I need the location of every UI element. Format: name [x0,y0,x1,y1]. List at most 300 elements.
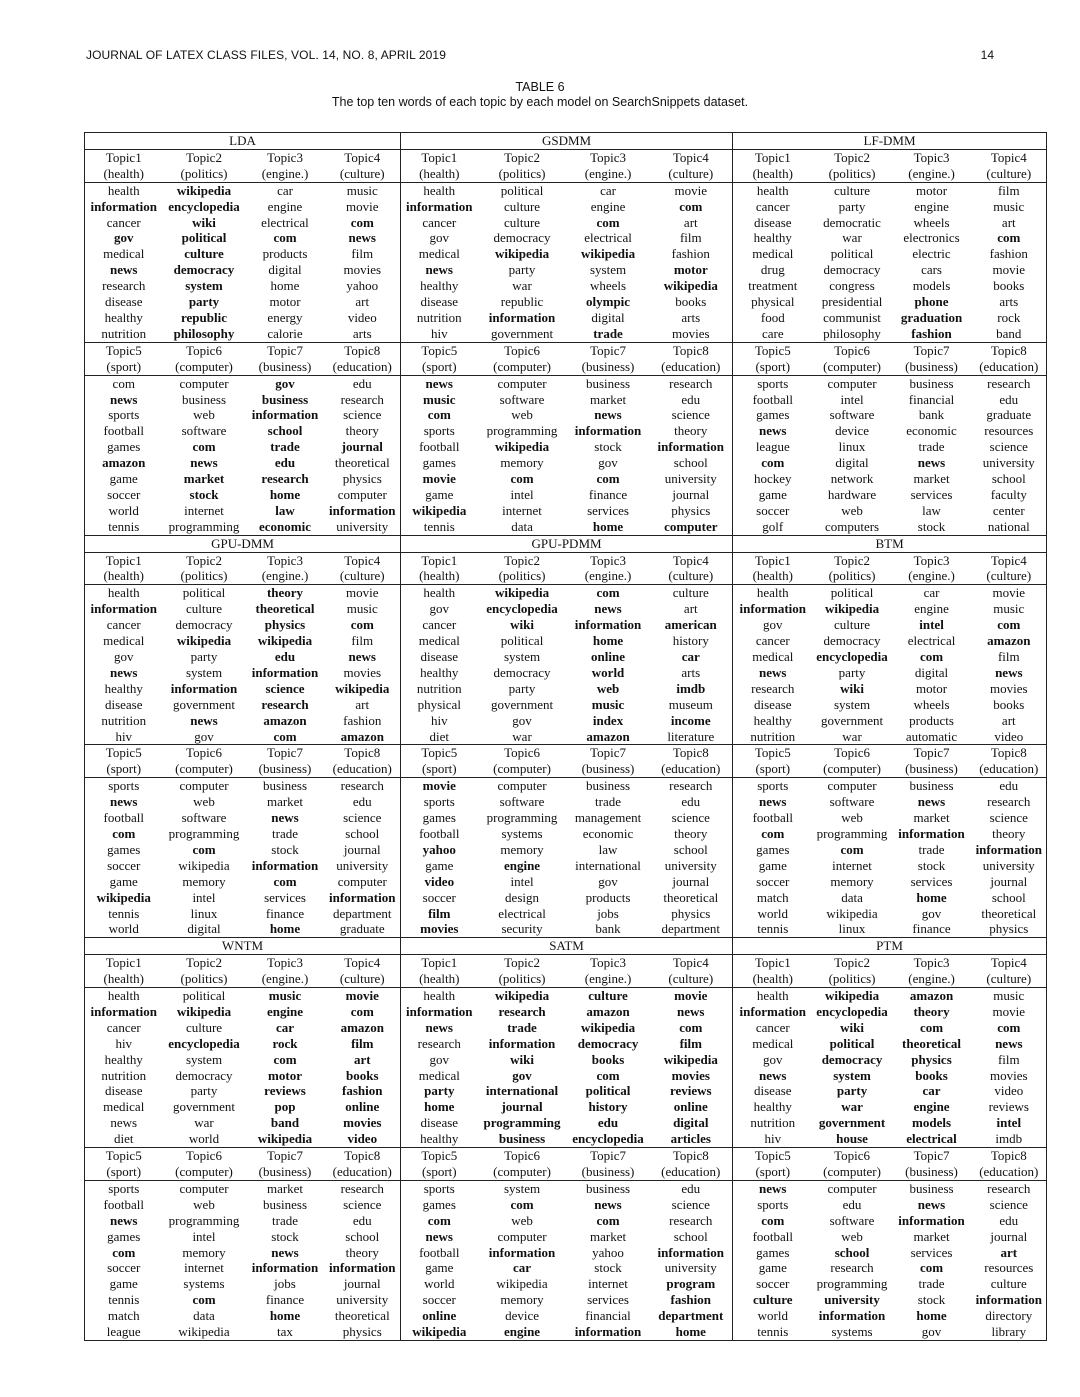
topic-word: disease [733,1083,813,1099]
topic-header: Topic3 [892,552,972,568]
topic-word: services [910,486,953,502]
topic-word: healthy [401,665,478,681]
topic-word: research [261,471,309,487]
topic-word: edu [972,778,1047,794]
topic-word: information [329,889,396,905]
topic-word: research [85,278,163,294]
topic-word: business [909,778,954,794]
topic-word: game [401,487,478,503]
topic-header: (health) [85,166,163,182]
topic-word: intel [840,391,864,407]
word-row [85,810,1047,826]
word-row [85,1083,1047,1099]
topic-word: law [275,502,295,518]
topic-word: movies [972,681,1047,697]
topic-word: republic [500,294,544,310]
model-name: PTM [733,938,1047,955]
topic-word: gov [512,1067,532,1083]
topic-word: system [185,1051,223,1067]
topic-word: intel [510,486,534,502]
topic-word: wikipedia [663,1051,718,1067]
topic-word: news [733,423,813,439]
topic-word: programming [816,1276,888,1292]
topic-word: electrical [907,633,956,649]
topic-header: (sport) [401,1164,478,1180]
topic-word: stock [917,857,946,873]
word-row [85,1276,1047,1292]
topic-word: yahoo [592,1244,624,1260]
model-name: SATM [401,938,733,955]
word-row [85,633,1047,649]
topic-header: (engine.) [567,166,650,182]
topic-word: nutrition [85,713,163,729]
topic-word: law [598,841,618,857]
topic-word: energy [267,309,303,325]
topic-word: calorie [267,325,303,341]
topic-header: Topic6 [813,1148,892,1164]
topic-word: art [683,601,698,617]
topic-word: presidential [821,294,883,310]
topic-word: video [347,1131,378,1147]
topic-word: art [355,696,370,712]
topic-word: sports [401,1180,478,1196]
topic-word: com [840,841,864,857]
topic-word: football [85,810,163,826]
topic-word: information [972,1292,1047,1308]
topic-word: nutrition [85,1068,163,1084]
topic-word: information [251,857,319,873]
topic-word: amazon [263,712,307,728]
topic-header: Topic6 [163,1148,246,1164]
topic-word: world [85,503,163,519]
topic-word: automatic [905,728,958,744]
word-row [85,519,1047,535]
topic-header: Topic8 [650,342,733,358]
topic-word: fashion [343,712,382,728]
topic-header-row [85,1164,1047,1180]
topic-header: Topic5 [733,1148,813,1164]
topic-word: political [182,585,226,601]
topic-word: edu [681,1180,701,1196]
topic-header: (engine.) [246,971,325,987]
topic-header: Topic5 [401,1148,478,1164]
topic-header-row [85,745,1047,761]
topic-word: health [733,182,813,198]
topic-word: financial [908,391,955,407]
topic-word: government [490,696,554,712]
topic-word: information [329,502,396,518]
topic-word: economic [582,825,634,841]
topic-word: information [818,1308,886,1324]
topic-header: (politics) [163,166,246,182]
model-name: LDA [85,133,401,150]
topic-word: history [672,633,709,649]
topic-word: movies [972,1068,1047,1084]
topic-word: soccer [85,858,163,874]
topic-word: rock [272,1035,298,1051]
topic-word: imdb [676,680,706,696]
topic-word: business [498,1131,546,1147]
word-row [85,1245,1047,1261]
topic-word: linux [190,905,218,921]
topic-word: games [401,810,478,826]
topic-header: Topic5 [401,745,478,761]
topic-word: com [85,1245,163,1261]
topic-word: journal [341,439,383,455]
topic-word: healthy [85,310,163,326]
topic-word: football [85,1197,163,1213]
topic-word: university [972,455,1047,471]
topic-word: wikipedia [401,1324,478,1340]
topic-word: news [733,1068,813,1084]
topic-word: programming [486,423,558,439]
topic-word: research [972,794,1047,810]
topic-word: com [919,1260,944,1276]
topic-word: research [401,1036,478,1052]
topic-word: health [85,988,163,1004]
topic-word: soccer [85,487,163,503]
topic-word: engine [914,601,949,617]
topic-word: internet [184,1260,224,1276]
topic-word: football [401,826,478,842]
topic-word: memory [500,455,544,471]
topic-header: (computer) [478,761,567,777]
topic-word: news [401,262,478,278]
topic-header: (culture) [972,568,1047,584]
topic-word: information [488,1244,556,1260]
topic-word: com [85,375,163,391]
topic-word: history [588,1099,628,1115]
topic-word: imdb [972,1131,1047,1147]
topic-word: gov [892,1324,972,1340]
topic-word: business [181,391,227,407]
topic-word: games [85,1229,163,1245]
topic-word: engine [503,857,541,873]
topic-word: soccer [401,1292,478,1308]
topic-word: systems [813,1324,892,1340]
topic-header: (engine.) [892,971,972,987]
topic-word: cancer [401,215,478,231]
topic-word: football [401,1245,478,1261]
topic-header: Topic7 [246,745,325,761]
topic-word: game [85,1276,163,1292]
topic-header: Topic2 [478,149,567,165]
topic-header: Topic2 [478,552,567,568]
topic-word: data [511,518,533,534]
topic-word: news [85,665,163,681]
topic-word: memory [182,1244,226,1260]
topic-word: com [401,407,478,423]
topic-header: Topic2 [813,955,892,971]
topic-header: (health) [733,166,813,182]
topic-word: health [401,585,478,601]
topic-word: world [591,664,625,680]
topic-word: healthy [401,1131,478,1147]
topic-word: management [574,810,642,826]
topic-word: film [972,182,1047,198]
topic-word: information [251,407,319,423]
topic-word: market [183,471,225,487]
topic-word: memory [500,1292,544,1308]
topic-word: nutrition [401,681,478,697]
topic-word: theoretical [334,455,390,471]
topic-word: art [683,214,698,230]
topic-word: disease [733,215,813,231]
topic-word: reviews [972,1099,1047,1115]
topic-word: fashion [670,1292,712,1308]
word-row [85,262,1047,278]
word-row [85,729,1047,745]
topic-word: government [172,1099,236,1115]
topic-header: (culture) [325,166,401,182]
topic-header: Topic8 [972,745,1047,761]
topic-word: science [265,680,305,696]
topic-word: library [972,1324,1047,1340]
topic-word: fashion [972,246,1047,262]
topic-word: football [733,1229,813,1245]
topic-word: culture [503,198,541,214]
topic-word: theory [674,825,708,841]
topic-word: democracy [493,664,551,680]
topic-word: party [188,294,220,310]
topic-word: information [329,1260,396,1276]
topic-header: (sport) [401,761,478,777]
topic-word: game [733,1260,813,1276]
topic-word: motor [269,294,301,310]
topic-word: car [681,649,700,664]
topic-word: wikipedia [163,1324,246,1340]
topic-word: digital [187,921,221,937]
topic-word: world [401,1276,478,1292]
topic-word: university [336,1292,389,1308]
topic-word: phone [914,294,949,310]
topic-word: democracy [823,633,881,649]
topic-header: Topic8 [972,342,1047,358]
topic-word: school [834,1244,870,1260]
topic-word: sports [733,375,813,391]
topic-word: economic [906,423,957,439]
topic-word: trade [593,325,623,341]
topic-header: Topic8 [325,1148,401,1164]
topic-word: culture [184,246,224,262]
topic-word: car [923,585,940,601]
topic-word: news [401,1229,478,1245]
word-row [85,246,1047,262]
topic-word: philosophy [823,325,881,341]
topic-word: encyclopedia [168,1035,240,1051]
topic-header: Topic4 [650,955,733,971]
topic-header: Topic7 [567,745,650,761]
topic-word: physical [733,294,813,310]
topic-word: sports [401,794,478,810]
word-row [85,503,1047,519]
topic-header: (health) [401,166,478,182]
topic-word: internet [184,502,224,518]
topic-word: movie [972,585,1047,601]
topic-word: philosophy [173,325,235,341]
topic-word: edu [681,391,701,407]
topic-word: services [910,873,953,889]
word-row [85,681,1047,697]
topic-header: Topic6 [813,745,892,761]
topic-word: books [675,294,707,310]
topic-word: edu [352,794,372,810]
topic-word: film [351,633,374,649]
topic-word: movies [343,664,382,680]
topic-word: cancer [401,617,478,633]
topic-word: system [833,1067,871,1083]
topic-header-row [85,149,1047,165]
topic-word: edu [352,375,372,391]
topic-word: computer [497,375,547,391]
word-row [85,326,1047,342]
topic-header: (health) [401,971,478,987]
topic-word: art [353,1051,371,1067]
topic-word: department [658,1308,724,1324]
topic-word: movies [401,921,478,937]
topic-word: yahoo [401,842,478,858]
topic-word: yahoo [346,278,379,294]
topic-word: research [498,1003,546,1019]
topic-word: stock [917,1292,946,1308]
topic-word: trade [270,439,300,455]
word-row [85,1131,1047,1147]
topic-header: (sport) [85,1164,163,1180]
topic-header: (engine.) [567,971,650,987]
topic-word: market [913,471,950,487]
topic-word: center [972,503,1047,519]
topic-word: programming [168,518,240,534]
topic-word: bank [918,407,945,423]
topic-header: Topic5 [85,745,163,761]
topic-word: business [262,1196,308,1212]
word-row [85,1292,1047,1308]
word-row [85,182,1047,198]
topic-header: Topic6 [163,342,246,358]
topic-header: (computer) [163,359,246,375]
topic-word: medical [85,246,163,262]
table-caption: The top ten words of each topic by each model on SearchSnippets dataset. [331,95,749,109]
topic-header: (health) [85,568,163,584]
topic-word: amazon [586,1003,630,1019]
topic-header: Topic7 [246,1148,325,1164]
topic-word: party [508,262,536,278]
topic-word: device [505,1308,539,1324]
topic-word: wiki [510,1051,534,1067]
topic-word: league [733,439,813,455]
topic-word: cancer [85,215,163,231]
topic-word: articles [670,1131,711,1147]
topic-header: Topic1 [401,552,478,568]
topic-header: Topic6 [478,342,567,358]
topic-header: (business) [246,1164,325,1180]
topic-word: hiv [85,729,163,745]
topic-word: engine [478,1324,567,1340]
topic-word: video [401,874,478,890]
topic-word: com [679,198,703,214]
topic-word: music [401,392,478,408]
topic-word: government [820,712,884,728]
topic-word: intel [972,1115,1047,1131]
topic-word: web [841,1228,863,1244]
topic-word: information [401,199,478,215]
topic-header: Topic4 [325,955,401,971]
topic-word: com [192,841,216,857]
topic-word: systems [501,825,543,841]
topic-word: business [262,778,308,794]
topic-word: com [273,728,297,744]
topic-word: trade [918,841,945,857]
topic-word: information [488,1035,556,1051]
topic-word: programming [168,825,240,841]
topic-word: health [401,988,478,1004]
topic-word: com [919,649,944,664]
topic-word: home [650,1324,733,1340]
topic-word: international [485,1083,559,1099]
topic-word: amazon [586,728,630,744]
topic-word: wiki [192,214,216,230]
topic-word: healthy [85,681,163,697]
topic-word: web [511,1212,533,1228]
topic-word: stock [594,1260,622,1276]
topic-header-row [85,359,1047,375]
topic-word: digital [673,1115,709,1131]
topic-word: science [671,810,710,826]
topic-word: research [830,1260,874,1276]
topic-word: football [401,439,478,455]
topic-word: intel [192,889,216,905]
topic-word: health [733,988,813,1004]
topic-word: war [194,1115,214,1131]
topic-word: hockey [733,471,813,487]
topic-word: computer [827,1180,877,1196]
word-row [85,665,1047,681]
topic-word: science [671,407,710,423]
topic-word: film [972,1052,1047,1068]
topic-header-row [85,166,1047,182]
topic-word: wikipedia [401,503,478,519]
topic-word: football [733,392,813,408]
topic-word: democracy [175,617,233,633]
word-row [85,294,1047,310]
topic-word: hiv [85,1036,163,1052]
word-row [85,199,1047,215]
topic-word: disease [85,294,163,310]
topic-word: com [510,1196,534,1212]
topic-word: democracy [493,230,551,246]
topic-word: fashion [342,1083,383,1099]
topic-word: information [972,842,1047,858]
topic-word: electrical [498,905,546,921]
topic-word: information [251,664,319,680]
topic-header: Topic3 [892,955,972,971]
topic-word: system [589,262,627,278]
topic-word: government [818,1115,886,1131]
topic-word: business [586,375,631,391]
topic-header: Topic7 [246,342,325,358]
topic-word: information [898,825,965,841]
topic-word: cancer [733,199,813,215]
topic-word: digital [268,262,302,278]
topic-word: music [346,182,378,198]
topic-header: (education) [972,761,1047,777]
topic-word: sports [85,1180,163,1196]
topic-header: Topic2 [163,149,246,165]
topic-word: world [188,1131,220,1147]
topic-word: information [488,309,556,325]
topic-word: edu [274,455,296,471]
topic-header: Topic8 [325,745,401,761]
